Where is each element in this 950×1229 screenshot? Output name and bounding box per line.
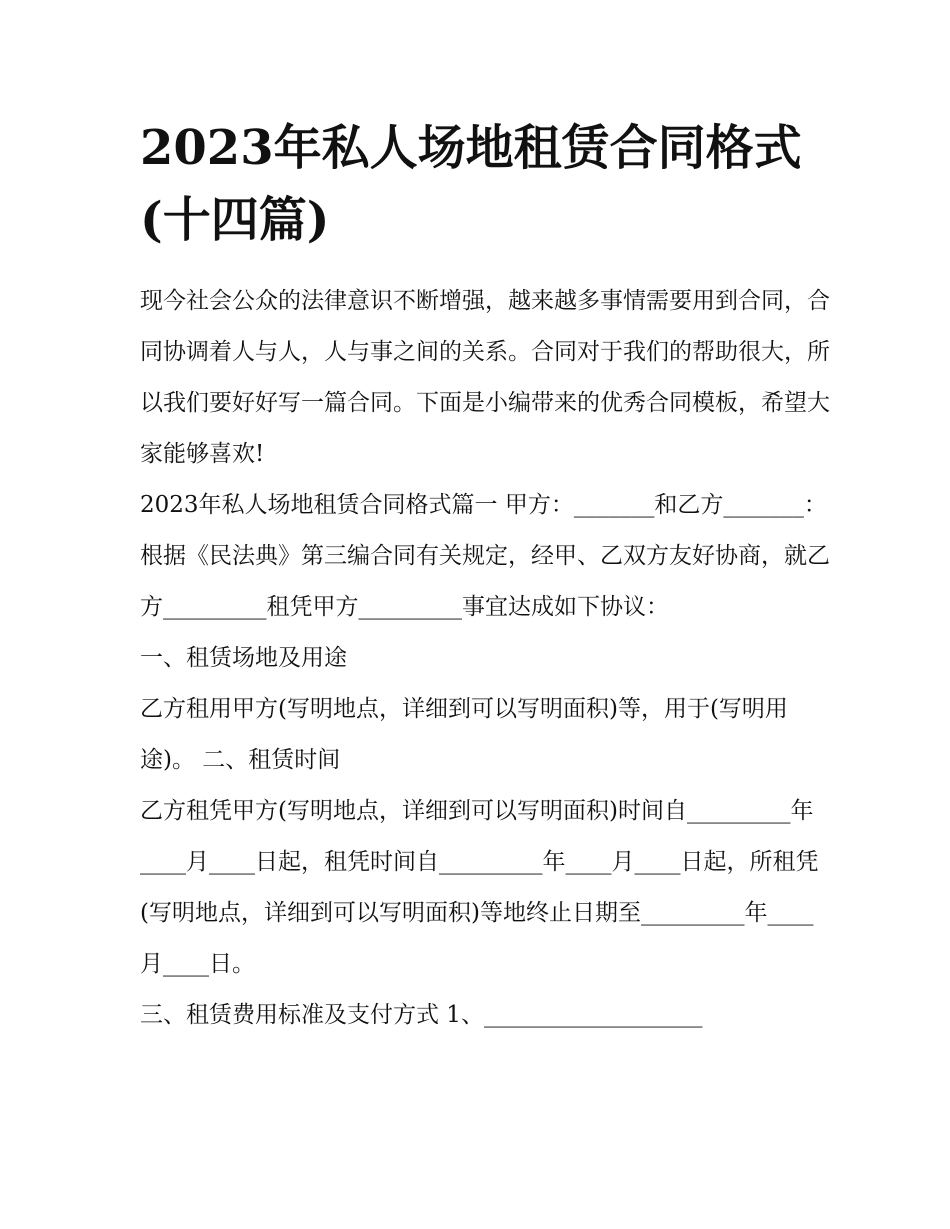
section-heading-1: 一、租赁场地及用途 [140, 645, 347, 671]
fee-paragraph: 三、租赁费用标准及支付方式 1、___________________ [140, 1002, 703, 1028]
title-line-2: (十四篇) [140, 192, 330, 248]
agreement-paragraph: 根据《民法典》第三编合同有关规定，经甲、乙双方友好协商，就乙方_________租凭甲方_________事宜达成如下协议： [140, 543, 830, 620]
intro-paragraph: 现今社会公众的法律意识不断增强，越来越多事情需要用到合同，合同协调着人与人，人与事之间的关系。合同对于我们的帮助很大，所以我们要好好写一篇合同。下面是小编带来的优秀合同模板，希望大家能够喜欢! [140, 288, 830, 467]
parties-paragraph: 2023年私人场地租赁合同格式篇一 甲方：_______和乙方_______： [140, 492, 827, 518]
document-title [140, 112, 830, 256]
document-body [140, 276, 830, 1041]
usage-paragraph: 乙方租用甲方(写明地点，详细到可以写明面积)等，用于(写明用途)。 二、租赁时间 [140, 696, 788, 773]
term-paragraph: 乙方租凭甲方(写明地点，详细到可以写明面积)时间自_________年____月____日起，租凭时间自_________年____月____日起，所租凭(写明地点，详细到可以写明面积)等地终止日期至_________年____月____日。 [140, 798, 819, 977]
title-line-1: 2023年私人场地租赁合同格式 [140, 120, 802, 176]
